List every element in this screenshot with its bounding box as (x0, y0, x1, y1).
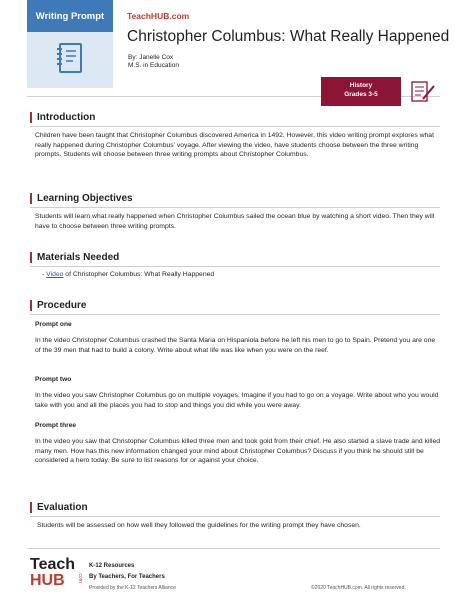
prompt-two-title: Prompt two (35, 376, 72, 383)
prompt-two-text: In the video you saw Christopher Columbus go on multiple voyages. Imagine if you had to go on a voyage. Write about who you would take with you and all the places you had to stop and things you did while you were away. (35, 392, 439, 409)
materials-heading: Materials Needed (30, 252, 119, 263)
procedure-divider (30, 314, 440, 315)
objectives-heading: Learning Objectives (30, 193, 133, 204)
objectives-text: Students will learn what really happened when Christopher Columbus sailed the ocean blue by watching a short video. Then they will have to choose between three writing prompts. (35, 213, 435, 230)
prompt-three-title: Prompt three (35, 422, 77, 429)
materials-item (42, 270, 447, 280)
prompt-one-title: Prompt one (35, 321, 72, 328)
logo-teach: Teach (30, 556, 76, 573)
procedure-heading: Procedure (30, 300, 86, 311)
introduction-text: Children have been taught that Christopher Columbus discovered America in 1492. However, this video writing prompt explores what really happened during Christopher Columbus' voyage. After viewing the video, have students choose between the three writing prompts. Students will choose between three writing prompts about Christopher Columbus. (35, 132, 434, 159)
video-link[interactable]: Video (46, 271, 64, 278)
notebook-icon-box (27, 32, 113, 88)
copyright: ©2020 TeachHUB.com. All rights reserved. (311, 585, 406, 591)
badge-icon-box (405, 77, 440, 106)
logo-hub: HUB (30, 572, 65, 589)
bullet: - (42, 271, 45, 278)
prompt-one-text: In the video Christopher Columbus crashed the Santa Maria on Hispaniola before he left his men to go to Spain. Pretend you are one of the 39 men that had to build a colony. Write about what life was like when you were on the reef. (35, 337, 436, 354)
page-title: Christopher Columbus: What Really Happened (127, 28, 450, 45)
introduction-divider (30, 126, 440, 127)
writing-prompt-tag: Writing Prompt (27, 0, 113, 32)
brand-name: TeachHUB.com (127, 11, 190, 21)
introduction-heading: Introduction (30, 112, 95, 123)
prompt-three-text: In the video you saw that Christopher Columbus killed three men and took gold from their chief. He also started a slave trade and killed many men. How has this new information changed your mind about Christopher Columbus? Discuss if you think he should still be considered a hero today. Be sure to list reasons for or against your choice. (35, 438, 441, 465)
subject-label: History (349, 82, 373, 89)
document-pencil-icon (405, 77, 440, 106)
evaluation-heading: Evaluation (30, 502, 88, 513)
subject-badge (321, 77, 401, 106)
footer-provider: Provided by the K-12 Teachers Alliance (89, 585, 176, 591)
footer-resources: K-12 Resources (89, 563, 135, 569)
materials-divider (30, 266, 440, 267)
notebook-icon (27, 32, 113, 88)
evaluation-divider (30, 516, 440, 517)
author: By: Janelle Cox (128, 54, 174, 61)
objectives-divider (30, 207, 440, 208)
author-credentials: M.S. in Education (128, 62, 179, 69)
footer-divider (27, 548, 440, 549)
materials-item-text: of Christopher Columbus: What Really Happened (63, 271, 215, 278)
grades-label: Grades 3-5 (344, 91, 378, 98)
logo-com: .com (77, 572, 83, 583)
evaluation-text: Students will be assessed on how well they followed the guidelines for the writing prompt they have chosen. (37, 522, 361, 529)
footer-tagline: By Teachers, For Teachers (89, 574, 165, 580)
